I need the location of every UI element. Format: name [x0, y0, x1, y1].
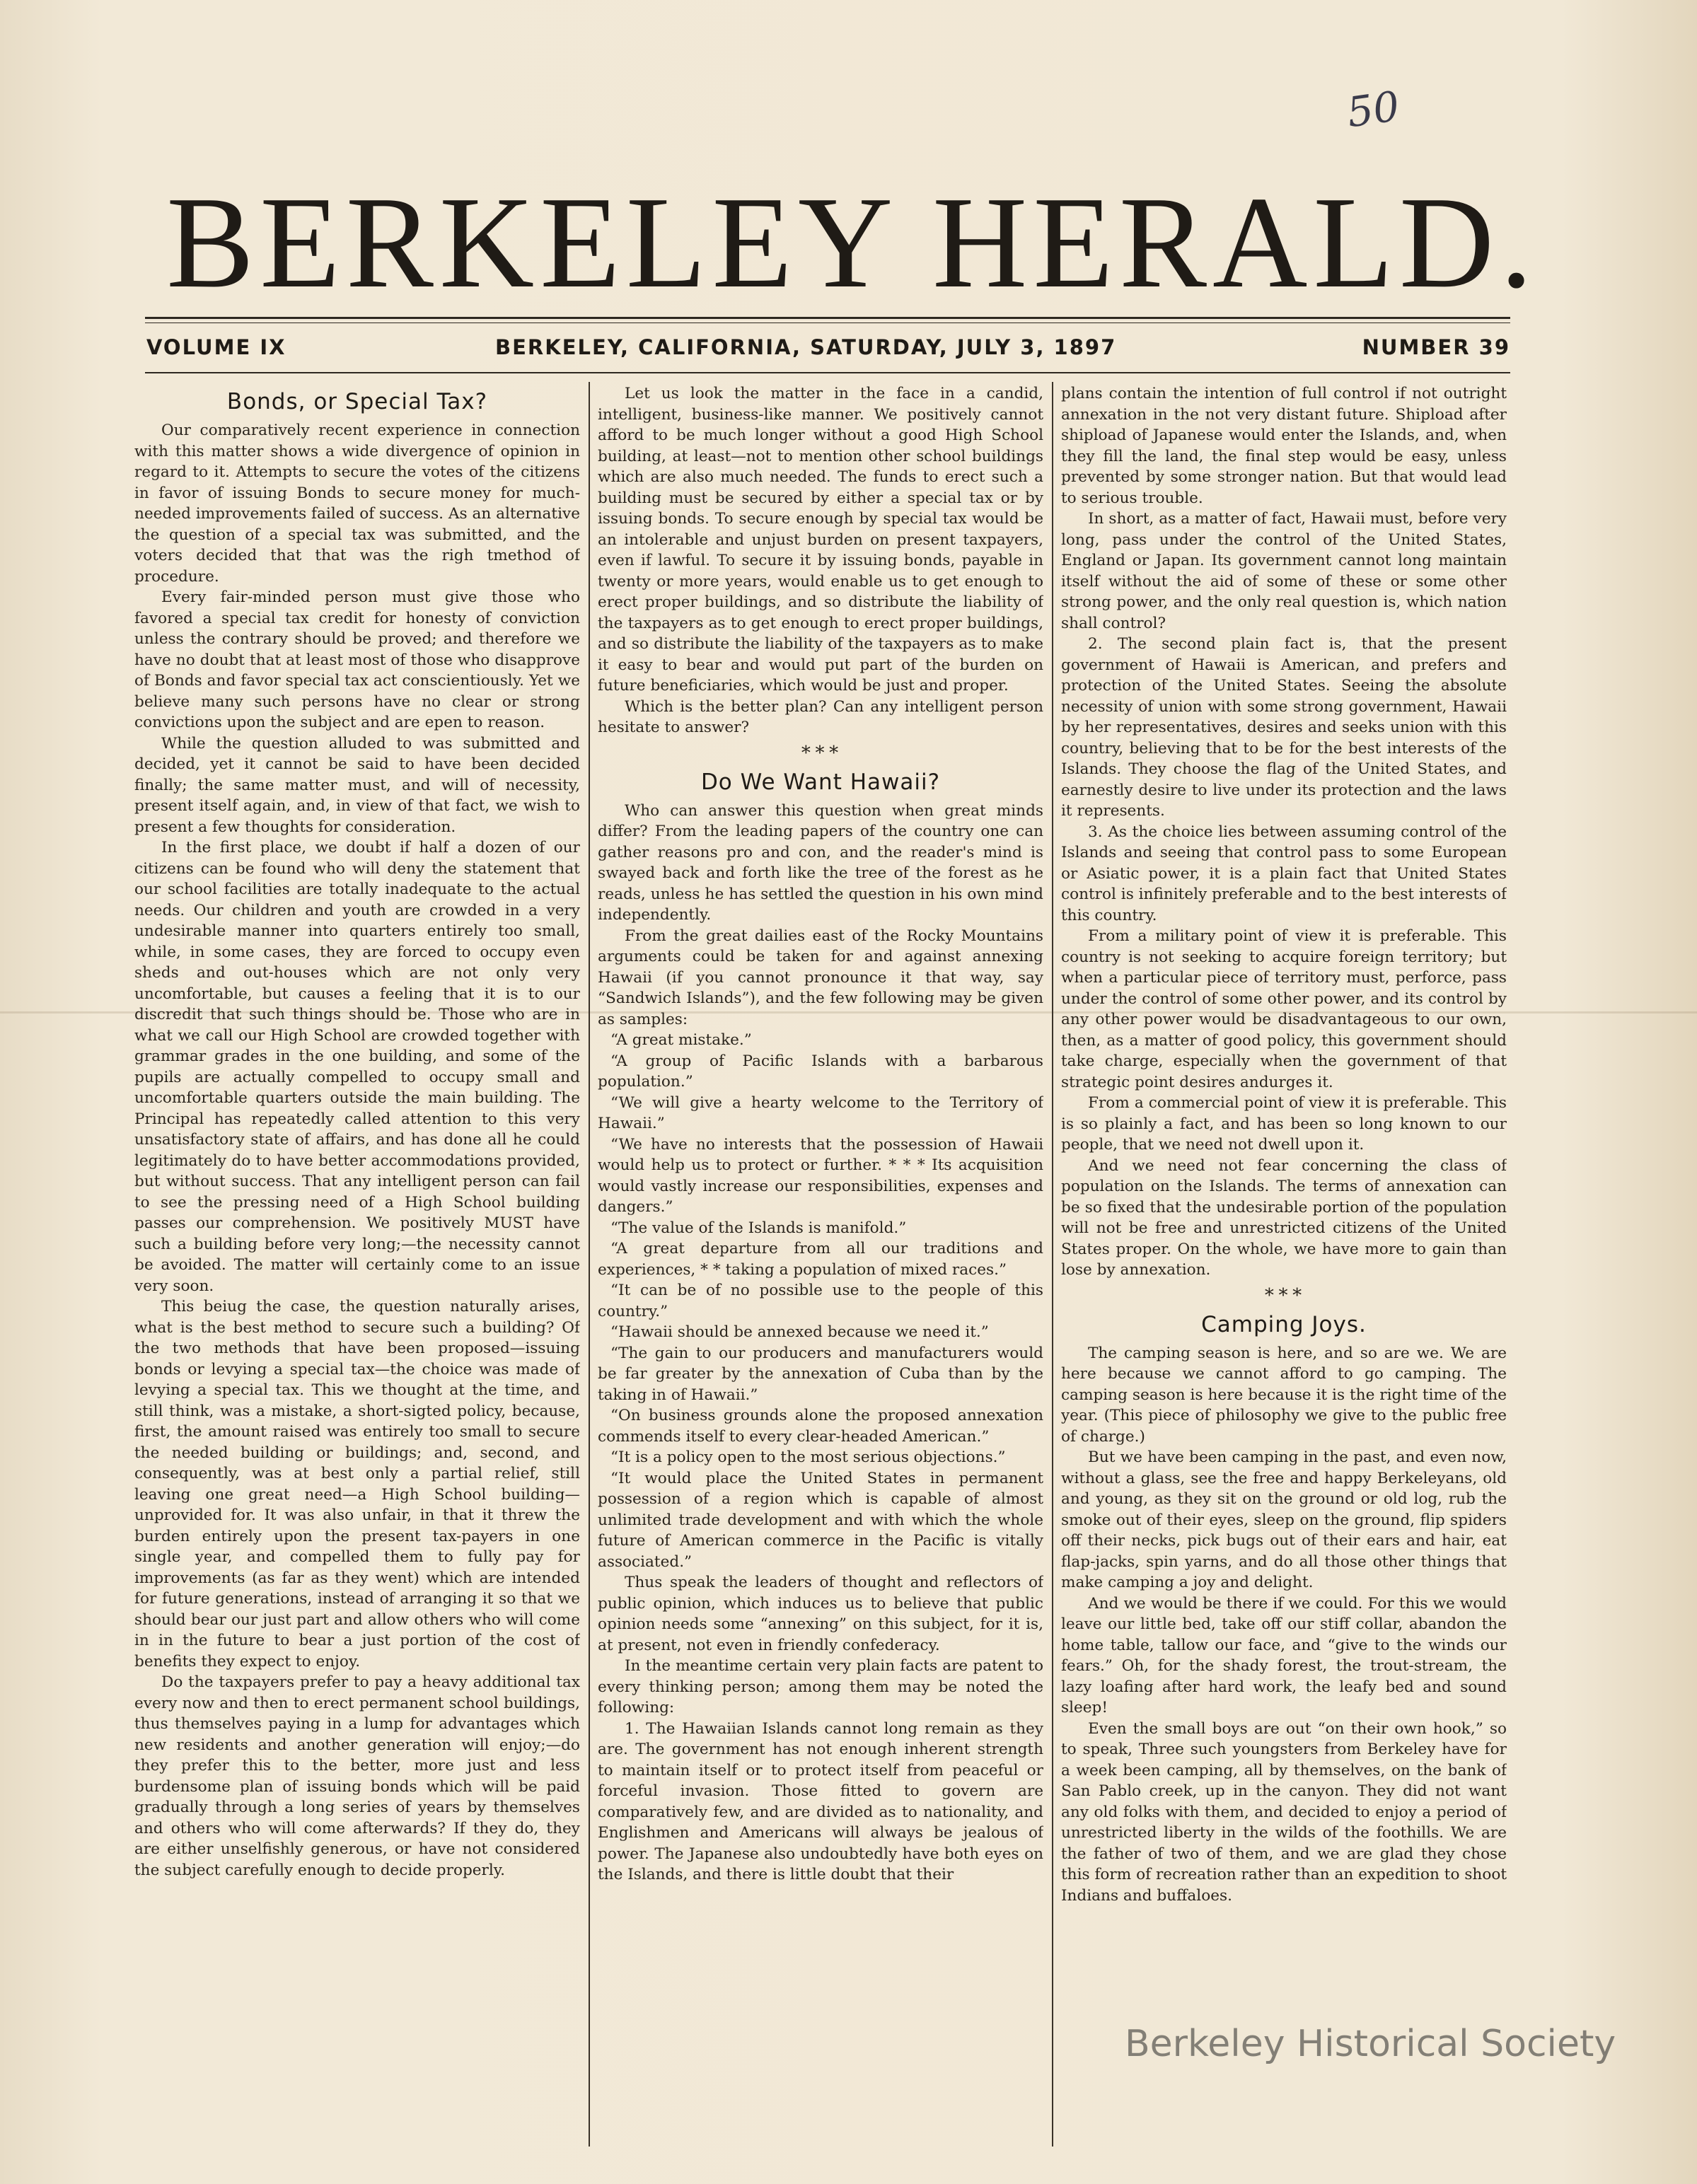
handwritten-page-number: 50 [1343, 81, 1403, 137]
article-paragraph: Our comparatively recent experience in connection with this matter shows a wide divergence of opinion in regard to it. Attempts to secure the votes of the citizens in favor of issuing Bonds to secure money for much-needed improvements failed of success. As an alternative the question of a special tax was submitted, and the voters decided that that was the righ tmethod of procedure. [134, 422, 580, 586]
masthead-rule-top [145, 317, 1510, 319]
column-3 [1061, 383, 1507, 2151]
press-quote: “It can be of no possible use to the people of this country.” [598, 1282, 1043, 1320]
article-paragraph: In the first place, we doubt if half a dozen of our citizens can be found who will deny the statement that our school facilities are totally inadequate to the actual needs. Our children and youth are crowded in a very undesirable manner into quarters entirely too small, while, in some cases, they are forced to occupy even sheds and out-houses which are not only very uncomfortable, but causes a feeling that it is to our discredit that such things should be. Those who are in what we call our High School are crowded together with grammar grades in the one building, and some of the pupils are actually compelled to occupy small and uncomfortable quarters outside the main building. The Principal has repeatedly called attention to this very unsatisfactory state of affairs, and has done all he could legitimately do to have better accommodations provided, but without success. That any intelligent person can fail to see the pressing need of a High School building passes our comprehension. We positively MUST have such a building before very long;—the necessity cannot be avoided. The matter will certainly come to an issue very soon. [134, 839, 580, 1295]
article-paragraph: And we would be there if we could. For this we would leave our little bed, take off our stiff collar, abandon the home table, tallow our face, and “give to the winds our fears.” Oh, for the shady forest, the trout-stream, the lazy loafing after hard work, the leafy bed and sound sleep! [1061, 1594, 1507, 1717]
dateline [145, 335, 1510, 364]
press-quote: “A great mistake.” [610, 1031, 752, 1049]
press-quote: “Hawaii should be annexed because we need it.” [610, 1323, 989, 1341]
column-1 [134, 383, 580, 2151]
article-paragraph: From a military point of view it is preferable. This country is not seeking to acquire foreign territory; but when a particular piece of territory must, perforce, pass under the control of some other power, and its control by any other power would be disadvantageous to our own, then, as a matter of good policy, this government should take charge, especially when the government of that strategic point desires andurges it. [1061, 927, 1507, 1091]
article-heading-camping: Camping Joys. [1201, 1311, 1367, 1337]
article-paragraph: Which is the better plan? Can any intelligent person hesitate to answer? [598, 697, 1043, 736]
press-quote: “We will give a hearty welcome to the Territory of Hawaii.” [598, 1093, 1043, 1132]
article-paragraph: Thus speak the leaders of thought and reflectors of public opinion, which induces us to believe that public opinion needs some “annexing” on this subject, for it is, at present, not even in friendly confederacy. [598, 1574, 1043, 1654]
volume-label: VOLUME IX [146, 335, 286, 359]
press-quote: “We have no interests that the possession of Hawaii would help us to protect or further. * * * Its acquisition would vastly increase our responsibilities, expenses and dangers.” [598, 1135, 1043, 1216]
article-heading-bonds: Bonds, or Special Tax? [226, 389, 488, 414]
column-divider-1 [589, 382, 590, 2147]
article-paragraph: Do the taxpayers prefer to pay a heavy additional tax every now and then to erect permanent school buildings, thus themselves paying in a lump for advantages which new residents and another generation will enjoy;—do they prefer this to the better, more just and less burdensome plan of issuing bonds which will be paid gradually through a long series of years by themselves and others who will come afterwards? If they do, they are either unselfishly generous, or have not considered the subject carefully enough to decide properly. [134, 1673, 580, 1879]
article-paragraph: The camping season is here, and so are we. We are here because we cannot afford to go camping. The camping season is here because it is the right time of the year. (This piece of philosophy we give to the public free of charge.) [1061, 1344, 1507, 1446]
press-quote: “A group of Pacific Islands with a barbarous population.” [598, 1052, 1043, 1091]
article-paragraph: From a commercial point of view it is preferable. This is so plainly a fact, and has been so long known to our people, that we need not dwell upon it. [1061, 1094, 1507, 1154]
article-paragraph: While the question alluded to was submitted and decided, yet it cannot be said to have been decided finally; the same matter must, and will of necessity, present itself again, and, in view of that fact, we wish to present a few thoughts for consideration. [134, 734, 580, 836]
dateline-rule-bottom [145, 372, 1510, 373]
article-paragraph: In the meantime certain very plain facts are patent to every thinking person; among them may be noted the following: [598, 1657, 1043, 1717]
article-paragraph: This beiug the case, the question naturally arises, what is the best method to secure such a building? Of the two methods that have been proposed—issuing bonds or levying a special tax—the choice was made of levying a special tax. This we thought at the time, and still think, was a mistake, a short-sigted policy, because, first, the amount raised was entirely too small to secure the needed building or buildings; and, second, and consequently, was at best only a partial relief, still leaving one great need—a High School building—unprovided for. It was also unfair, in that it threw the burden entirely upon the present tax-payers in one single year, and compelled them to fully pay for improvements (as far as they went) which are intended for future generations, instead of arranging it so that we should bear our just part and allow others who will come in in the future to bear a just portion of the cost of benefits they expect to enjoy. [134, 1298, 580, 1671]
section-ornament: * * * [801, 742, 840, 764]
article-paragraph: Every fair-minded person must give those who favored a special tax credit for honesty of conviction unless the contrary should be proved; and therefore we have no doubt that at least most of those who disapprove of Bonds and favor special tax act conscientiously. Yet we believe many such persons have no clear or strong convictions upon the subject and are epen to reason. [134, 588, 580, 731]
archive-watermark: Berkeley Historical Society [1125, 2023, 1616, 2065]
article-paragraph: Even the small boys are out “on their own hook,” so to speak, Three such youngsters from Berkeley have for a week been camping, all by themselves, on the bank of San Pablo creek, up in the canyon. They did not want any old folks with them, and decided to enjoy a period of unrestricted liberty in the wilds of the foothills. We are the father of two of them, and we are glad they chose this form of recreation rather than an expedition to shoot Indians and buffaloes. [1061, 1719, 1507, 1905]
article-paragraph: But we have been camping in the past, and even now, without a glass, see the free and happy Berkeleyans, old and young, as they sit on the ground or old log, rub the smoke out of their eyes, sleep on the ground, flip spiders off their necks, pick bugs out of their ears and hair, eat flap-jacks, spin yarns, and do all those other things that make camping a joy and delight. [1061, 1448, 1507, 1591]
place-date-label: BERKELEY, CALIFORNIA, SATURDAY, JULY 3, 1897 [495, 335, 1117, 359]
press-quote: “The gain to our producers and manufacturers would be far greater by the annexation of Cuba than by the taking in of Hawaii.” [598, 1344, 1043, 1404]
press-quote: “On business grounds alone the proposed annexation commends itself to every clear-headed American.” [598, 1407, 1043, 1446]
article-paragraph: 2. The second plain fact is, that the present government of Hawaii is American, and prefers and protection of the United States. Seeing the absolute necessity of union with some strong government, Hawaii by her representatives, desires and seeks union with this country, believing that to be for the best interests of the Islands. They choose the flag of the United States, and earnestly desire to live under its protection and the laws it represents. [1061, 635, 1507, 820]
article-paragraph: And we need not fear concerning the class of population on the Islands. The terms of annexation can be so fixed that the undesirable portion of the population will not be free and unrestricted citizens of the United States proper. On the whole, we have more to gain than lose by annexation. [1061, 1156, 1507, 1279]
column-2 [598, 383, 1043, 2151]
issue-number-label: NUMBER 39 [1362, 335, 1510, 359]
press-quote: “It would place the United States in permanent possession of a region which is capable of almost unlimited trade development and with which the whole future of American commerce in the Pacific is vitally associated.” [598, 1469, 1043, 1571]
article-paragraph: From the great dailies east of the Rocky Mountains arguments could be taken for and against annexing Hawaii (if you cannot pronounce it that way, say “Sandwich Islands”), and the few following may be given as samples: [598, 927, 1043, 1028]
article-paragraph: Who can answer this question when great minds differ? From the leading papers of the country one can gather reasons pro and con, and the reader's mind is swayed back and forth like the tree of the forest as he reads, unless he has settled the question in his own mind independently. [598, 801, 1043, 924]
article-paragraph: Let us look the matter in the face in a candid, intelligent, business-like manner. We positively cannot afford to be much longer without a good High School building, at least—not to mention other school buildings which are also much needed. The funds to erect such a building must be secured by either a special tax or by issuing bonds. To secure enough by special tax would be an intolerable and unjust burden on present taxpayers, even if lawful. To secure it by issuing bonds, payable in twenty or more years, would enable us to get enough to erect proper buildings, and so distribute the liability of the taxpayers as to get enough to erect proper buildings, and so distribute the liability of the taxpayers as to make it easy to bear and would put part of the burden on future beneficiaries, which would be just and proper. [598, 385, 1043, 695]
article-paragraph: plans contain the intention of full control if not outright annexation in the not very distant future. Shipload after shipload of Japanese would enter the Islands, and, when they fill the land, the final step would be easy, unless prevented by some stronger nation. But that would lead to serious trouble. [1061, 385, 1507, 507]
article-heading-hawaii: Do We Want Hawaii? [700, 769, 941, 795]
article-paragraph: 1. The Hawaiian Islands cannot long remain as they are. The government has not enough inherent strength to maintain itself or to protect itself from peaceful or forceful invasion. Those fitted to govern are comparatively few, and are divided as to nationality, and Englishmen and Americans will always be jealous of power. The Japanese also undoubtedly have both eyes on the Islands, and there is little doubt that their [598, 1719, 1043, 1883]
article-paragraph: In short, as a matter of fact, Hawaii must, before very long, pass under the control of the United States, England or Japan. Its government cannot long maintain itself without the aid of some of these or some other strong power, and the only real question is, which nation shall control? [1061, 510, 1507, 632]
press-quote: “The value of the Islands is manifold.” [610, 1219, 907, 1237]
section-ornament: * * * [1264, 1284, 1304, 1306]
masthead-title: BERKELEY HERALD. [166, 170, 1539, 315]
press-quote: “A great departure from all our traditions and experiences, * * taking a population of mixed races.” [598, 1240, 1043, 1279]
press-quote: “It is a policy open to the most serious objections.” [610, 1448, 1006, 1466]
article-paragraph: 3. As the choice lies between assuming control of the Islands and seeing that control pass to some European or Asiatic power, it is a plain fact that United States control is infinitely preferable and to the best interests of this country. [1061, 823, 1507, 924]
column-divider-2 [1052, 382, 1053, 2147]
